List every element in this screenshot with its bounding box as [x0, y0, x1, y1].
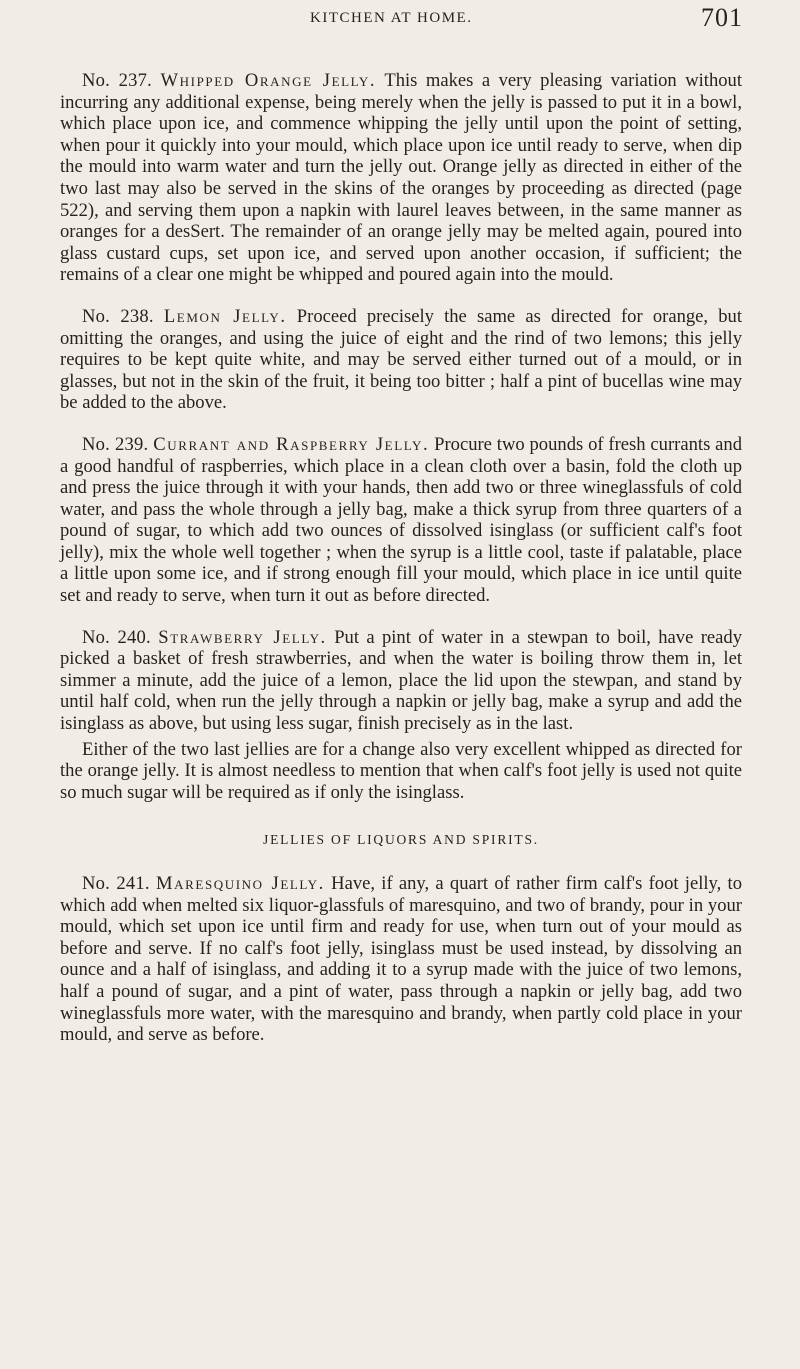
recipe-240-note: [60, 739, 742, 804]
recipe-241: [60, 873, 742, 1046]
recipe-240: [60, 627, 742, 735]
recipe-number: No. 237.: [82, 70, 153, 91]
page-body: [60, 70, 742, 1066]
recipe-text: Either of the two last jellies are for a change also very excellent whipped as directed for the orange jelly. It is almost needless to mention that when calf's foot jelly is used not quite so much sugar will be required as if only the isinglass.: [60, 738, 742, 803]
recipe-number: No. 239.: [82, 433, 149, 455]
recipe-text: This makes a very pleasing variation without incurring any additional expense, being merely when the jelly is passed to put it in a bowl, which place upon ice, and commence whipping the jelly until upon the point of setting, when pour it quickly into your mould, which place upon ice until ready to serve, when dip the mould into warm water and turn the jelly out. Orange jelly as directed in either of the two last may also be served in the skins of the oranges by proceeding as directed (page 522), and serving them upon a napkin with laurel leaves between, in the same manner as oranges for a desSert. The remainder of an orange jelly may be melted again, poured into glass custard cups, set upon ice, and served upon another occasion, if sufficient; the remains of a clear one might be whipped and poured again into the mould.: [60, 70, 743, 286]
page-number: 701: [701, 3, 743, 32]
recipe-text: Proceed precisely the same as directed for orange, but omitting the oranges, and using the juice of eight and the rind of two lemons; this jelly requires to be kept quite white, and may be served either turned out of a mould, or in glasses, but not in the skin of the fruit, it being too bitter ; half a pint of bucellas wine may be added to the above.: [60, 305, 742, 414]
recipe-title: Maresquino Jelly.: [156, 873, 325, 894]
recipe-238: [60, 306, 742, 414]
recipe-title: Currant and Raspberry Jelly.: [153, 433, 430, 455]
recipe-text: Have, if any, a quart of rather firm calf's foot jelly, to which add when melted six liquor-glassfuls of maresquino, and two of brandy, pour in your mould, which set upon ice until firm and ready for use, when turn out of your mould as before and serve. If no calf's foot jelly, isinglass must be used instead, by dissolving an ounce and a half of isinglass, and adding it to a syrup made with the juice of two lemons, half a pound of sugar, and a pint of water, pass through a napkin or jelly bag, add two wineglassfuls more water, with the maresquino and brandy, when partly cold place in your mould, and serve as before.: [60, 873, 742, 1046]
running-head: KITCHEN AT HOME.: [310, 10, 473, 26]
recipe-237: [60, 70, 742, 286]
recipe-text: Put a pint of water in a stewpan to boil, have ready picked a basket of fresh strawberries, and when the water is boiling throw them in, let simmer a minute, add the juice of a lemon, place the lid upon the stewpan, and stand by until half cold, when run the jelly through a napkin or jelly bag, make a syrup and add the isinglass as above, but using less sugar, finish precisely as in the last.: [60, 626, 743, 735]
recipe-title: Strawberry Jelly.: [158, 626, 327, 648]
recipe-title: Whipped Orange Jelly.: [160, 70, 377, 91]
section-heading: JELLIES OF LIQUORS AND SPIRITS.: [263, 832, 539, 848]
recipe-239: [60, 434, 742, 607]
recipe-number: No. 241.: [82, 873, 150, 894]
recipe-title: Lemon Jelly.: [163, 305, 287, 327]
recipe-number: No. 238.: [82, 305, 154, 327]
recipe-number: No. 240.: [82, 626, 151, 648]
recipe-text: Procure two pounds of fresh currants and a good handful of raspberries, which place in a clean cloth over a basin, fold the cloth up and press the juice through it with your hands, then add two or three wineglassfuls of cold water, and pass the whole through a jelly bag, make a thick syrup from three quarters of a pound of sugar, to which add two ounces of dissolved isinglass (or sufficient calf's foot jelly), mix the whole well together ; when the syrup is a little cool, taste if palatable, place a little upon some ice, and if strong enough fill your mould, which place in ice until quite set and ready to serve, when turn it out as before directed.: [60, 433, 743, 607]
